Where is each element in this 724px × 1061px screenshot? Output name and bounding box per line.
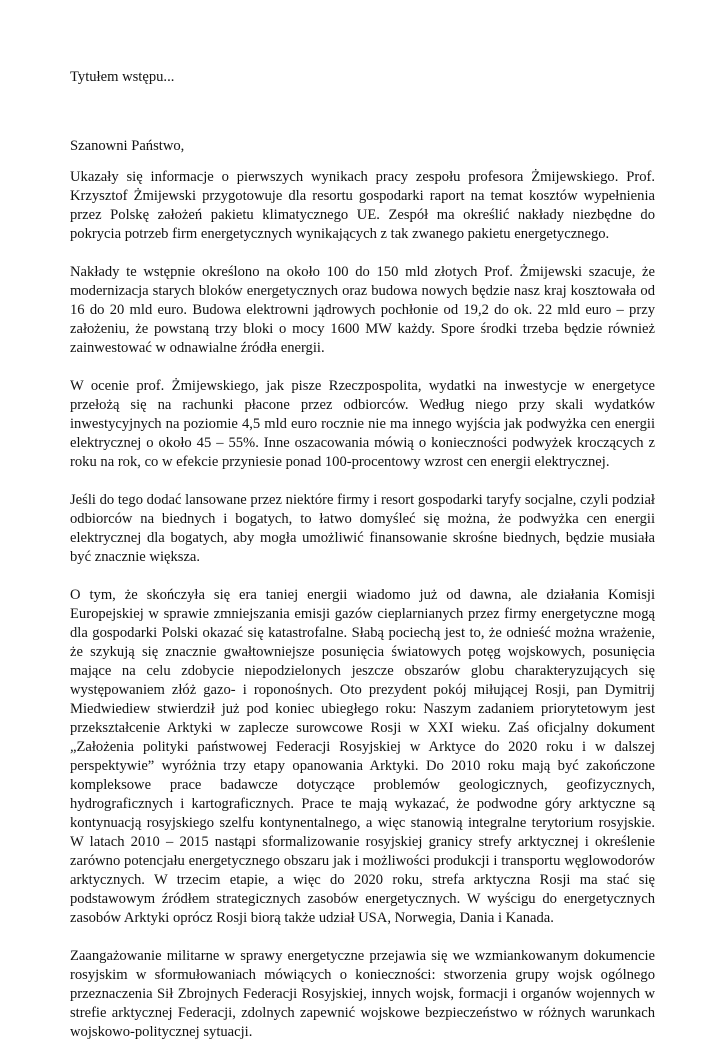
paragraph-5: O tym, że skończyła się era taniej energii wiadomo już od dawna, ale działania Komisji Europejskiej w sprawie zmniejszania emisji gazów cieplarnianych przez firmy energetyczne mogą dla gospodarki Polski okazać się katastrofalne. Słabą pociechą jest to, że odnieść można wrażenie, że szykują się znacznie gwałtowniejsze posunięcia światowych potęg wojskowych, posunięcia mające na celu zdobycie niepodzielonych jeszcze obszarów globu charakteryzujących się występowaniem złóż gazo- i roponośnych. Oto prezydent pokój miłującej Rosji, pan Dymitrij Miedwiediew stwierdził już pod koniec ubiegłego roku: Naszym zadaniem priorytetowym jest przekształcenie Arktyki w zaplecze surowcowe Rosji w XXI wieku. Zaś oficjalny dokument „Założenia polityki państwowej Federacji Rosyjskiej w Arktyce do 2020 roku i w dalszej perspektywie” wyróżnia trzy etapy opanowania Arktyki. Do 2010 roku mają być zakończone kompleksowe prace badawcze dotyczące problemów geologicznych, geofizycznych, hydrograficznych i kartograficznych. Prace te mają wykazać, że podwodne góry arktyczne są kontynuacją rosyjskiego szelfu kontynentalnego, a więc stanowią integralne terytorium rosyjskie. W latach 2010 – 2015 nastąpi sformalizowanie rosyjskiej granicy strefy arktycznej i określenie zarówno potencjału energetycznego obszaru jak i możliwości produkcji i transportu węglowodorów arktycznych. W trzecim etapie, a więc do 2020 roku, strefa arktyczna Rosji ma stać się podstawowym źródłem strategicznych zasobów energetycznych. W wyścigu do energetycznych zasobów Arktyki oprócz Rosji biorą także udział USA, Norwegia, Dania i Kanada. — [70, 587, 655, 926]
salutation: Szanowni Państwo, — [70, 138, 185, 154]
paragraph-3: W ocenie prof. Żmijewskiego, jak pisze Rzeczpospolita, wydatki na inwestycje w energetyce przełożą się na rachunki płacone przez odbiorców. Według niego przy skali wydatków inwestycyjnych na poziomie 4,5 mld euro rocznie nie ma innego wyjścia jak podwyżka cen energii elektrycznej o około 45 – 55%. Inne oszacowania mówią o konieczności podwyżek kroczących z roku na rok, co w efekcie przyniesie ponad 100-procentowy wzrost cen energii elektrycznej. — [70, 378, 655, 470]
paragraph-2: Nakłady te wstępnie określono na około 100 do 150 mld złotych Prof. Żmijewski szacuje, że modernizacja starych bloków energetycznych oraz budowa nowych będzie nasz kraj kosztowała od 16 do 20 mld euro. Budowa elektrowni jądrowych pochłonie od 19,2 do ok. 22 mld euro – przy założeniu, że powstaną trzy bloki o mocy 1600 MW każdy. Spore środki trzeba będzie również zainwestować w odnawialne źródła energii. — [70, 264, 655, 356]
document-page — [70, 68, 655, 1061]
paragraph-6: Zaangażowanie militarne w sprawy energetyczne przejawia się we wzmiankowanym dokumencie rosyjskim w sformułowaniach mówiących o konieczności: stworzenia grupy wojsk ogólnego przeznaczenia Sił Zbrojnych Federacji Rosyjskiej, innych wojsk, formacji i organów wojennych w strefie arktycznej Federacji, zdolnych zapewnić wojskowe bezpieczeństwo w różnych warunkach wojskowo-politycznej sytuacji. — [70, 948, 655, 1040]
paragraph-4: Jeśli do tego dodać lansowane przez niektóre firmy i resort gospodarki taryfy socjalne, czyli podział odbiorców na biednych i bogatych, to łatwo domyśleć się można, że podwyżka cen energii elektrycznej dla bogatych, aby mogła umożliwić finansowanie skrośne biednych, będzie musiała być znacznie większa. — [70, 492, 655, 565]
paragraph-1: Ukazały się informacje o pierwszych wynikach pracy zespołu profesora Żmijewskiego. Prof. Krzysztof Żmijewski przygotowuje dla resortu gospodarki raport na temat kosztów wypełnienia przez Polskę założeń pakietu klimatycznego UE. Zespół ma określić nakłady niezbędne do pokrycia potrzeb firm energetycznych wynikających z tak zwanego pakietu energetycznego. — [70, 169, 655, 242]
intro-line: Tytułem wstępu... — [70, 69, 175, 85]
